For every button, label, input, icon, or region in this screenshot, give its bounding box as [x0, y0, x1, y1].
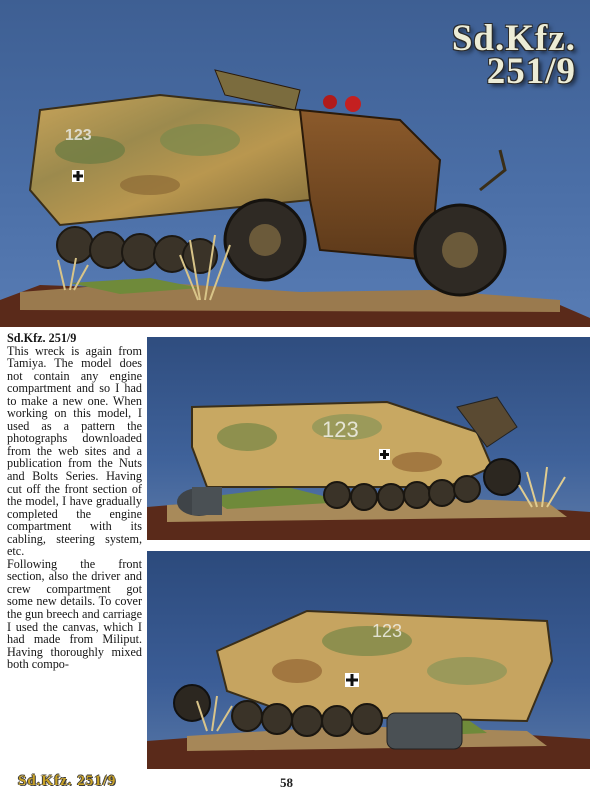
svg-text:123: 123 — [65, 127, 92, 144]
hero-title-line1: Sd.Kfz. — [451, 18, 576, 59]
article-paragraph-1: This wreck is again from Tamiya. The model does not contain any engine compartment and so I had to make a new one. When working on this model, I used as a pattern the photographs downloaded from the web sites and a publication from the Nuts and Bolts Series. Having cut off the front section of the model, I have gradually completed the engine compartment with its cabling, steering system, etc. — [7, 343, 142, 559]
svg-text:123: 123 — [372, 621, 403, 641]
photo-rear-view — [147, 551, 590, 769]
hero-photo — [0, 0, 590, 327]
page-number: 58 — [280, 775, 293, 790]
halftrack-side-image — [147, 337, 590, 540]
article-heading: Sd.Kfz. 251/9 — [7, 331, 77, 345]
hero-title-line2: 251/9 — [486, 51, 576, 92]
svg-text:123: 123 — [322, 417, 359, 442]
article-paragraph-2: Following the front section, also the driver and crew compartment got some new details. To cover the gun breech and carriage I used the canvas, which I had made from Miliput. Having thoroughly mixed both compo- — [7, 556, 142, 672]
article-text — [7, 332, 142, 671]
halftrack-rear-image — [147, 551, 590, 769]
hero-title — [451, 18, 576, 92]
photo-side-view — [147, 337, 590, 540]
footer-title: Sd.Kfz. 251/9 — [18, 773, 117, 789]
